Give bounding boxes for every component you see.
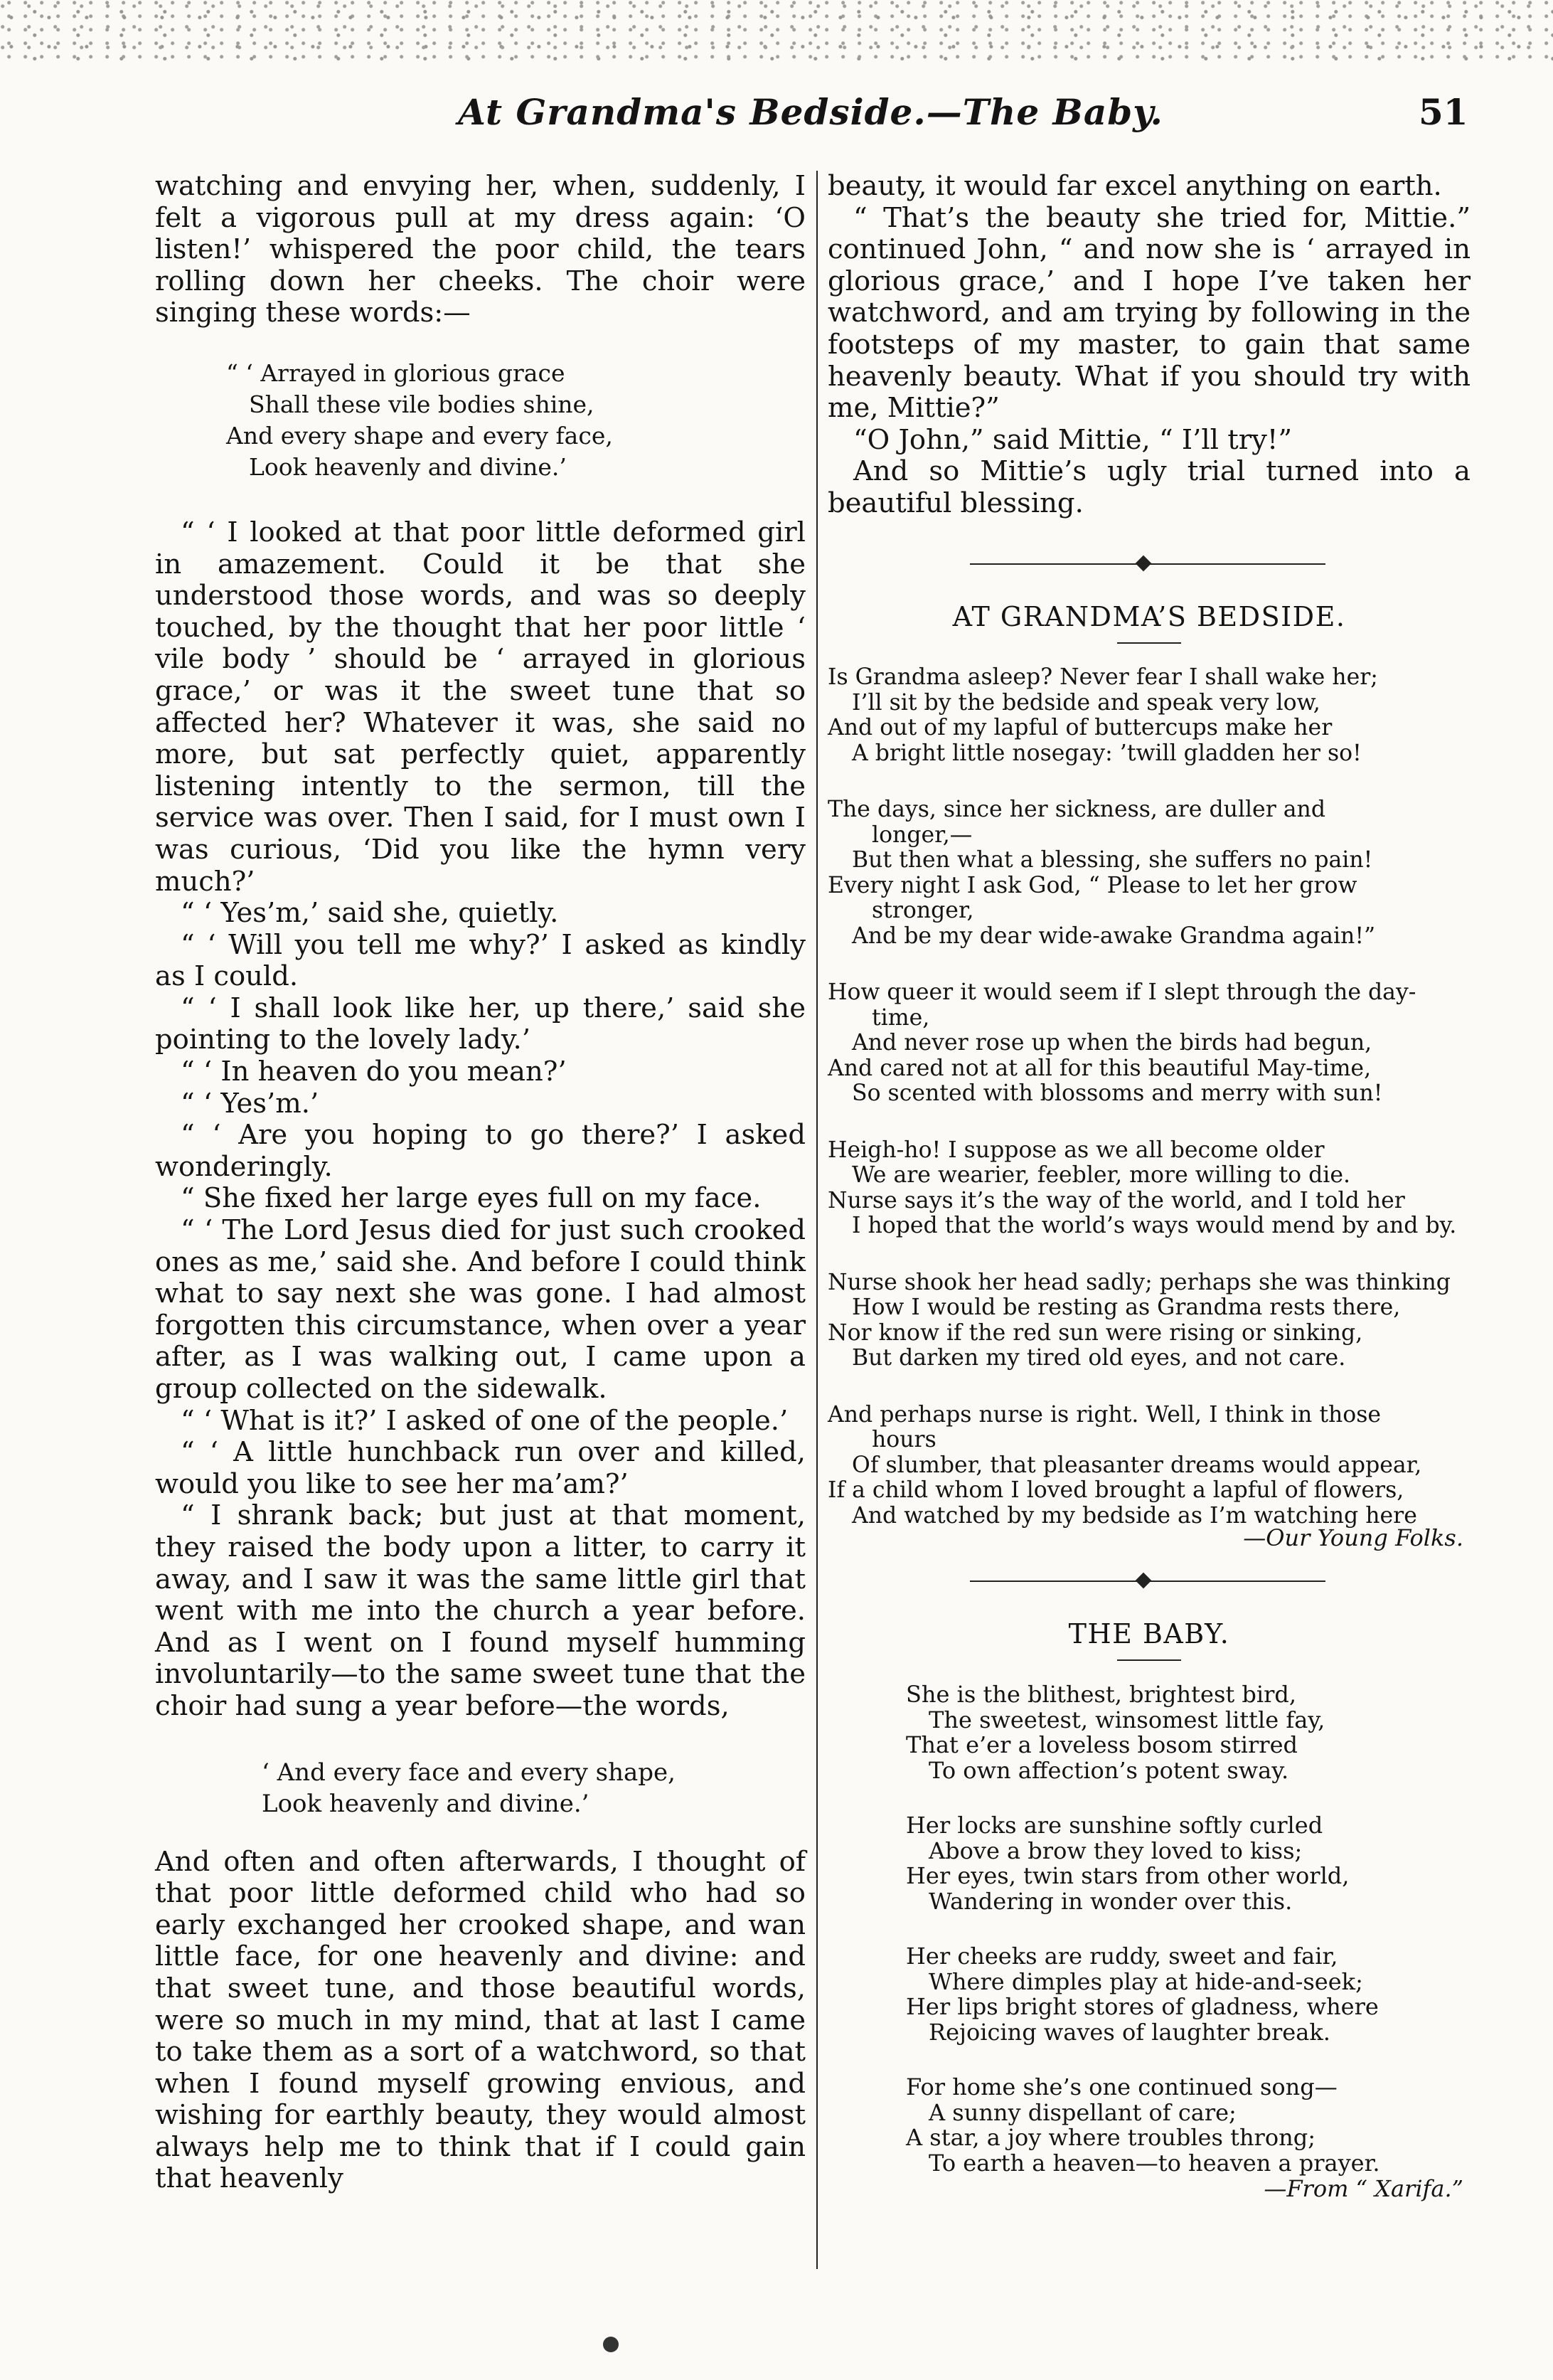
left-column: [155, 171, 806, 2273]
poem-line: Nurse says it’s the way of the world, and I told her: [828, 1187, 1405, 1213]
poem-line: Her locks are sunshine softly curled: [906, 1812, 1323, 1839]
poem-line: But darken my tired old eyes, and not care.: [852, 1345, 1346, 1371]
poem-line: How queer it would seem if I slept through the day-: [828, 979, 1416, 1006]
poem-title: THE BABY.: [1068, 1617, 1230, 1649]
hymn-verse: [262, 1757, 806, 1819]
section-ornament: [970, 556, 1325, 573]
poem-line: The sweetest, winsomest little fay,: [929, 1706, 1325, 1733]
verse-line: Shall these vile bodies shine,: [249, 390, 594, 418]
poem-line: Every night I ask God, “ Please to let her grow: [828, 872, 1357, 898]
poem-line: That e’er a loveless bosom stirred: [906, 1731, 1298, 1759]
paragraph: And so Mittie’s ugly trial turned into a beautiful blessing.: [828, 455, 1471, 519]
poem-line: How I would be resting as Grandma rests there,: [852, 1295, 1401, 1321]
stanza: [906, 1813, 1471, 1914]
stanza: [828, 1270, 1471, 1371]
stanza: [828, 1403, 1471, 1529]
poem-source: —From “ Xarifa.”: [1264, 2175, 1463, 2203]
paragraph: “ ‘ A little hunchback run over and killed, would you like to see her ma’am?’: [155, 1436, 806, 1500]
poem-line: And cared not at all for this beautiful May-time,: [828, 1055, 1372, 1081]
poem-line: And be my dear wide-awake Grandma again!”: [852, 923, 1376, 949]
poem-source: —Our Young Folks.: [1243, 1524, 1463, 1552]
poem-line: Of slumber, that pleasanter dreams would appear,: [852, 1452, 1422, 1478]
poem-line: Above a brow they loved to kiss;: [929, 1837, 1303, 1864]
poem-line: A bright little nosegay: ’twill gladden her so!: [852, 740, 1362, 766]
paragraph: “ ‘ The Lord Jesus died for just such crooked ones as me,’ said she. And before I could think what to say next she was gone. I had almost forgotten this circumstance, when over a year after, as I was walking out, I came upon a group collected on the sidewalk.: [155, 1214, 806, 1405]
poem-line: Her lips bright stores of gladness, where: [906, 1993, 1379, 2021]
verse-line: ‘ And every face and every shape,: [262, 1758, 676, 1787]
paragraph: “ ‘ In heaven do you mean?’: [181, 1056, 567, 1088]
poem-line: To earth a heaven—to heaven a prayer.: [929, 2149, 1380, 2177]
poem-line: Is Grandma asleep? Never fear I shall wake her;: [828, 664, 1378, 691]
section-ornament: [970, 1573, 1325, 1590]
paragraph: beauty, it would far excel anything on earth.: [828, 170, 1442, 202]
paragraph: “ ‘ Yes’m.’: [181, 1087, 319, 1120]
poem-title: AT GRANDMA’S BEDSIDE.: [952, 600, 1346, 632]
stanza: [906, 1682, 1471, 1783]
stanza: [828, 1138, 1471, 1239]
poem-grandma: [828, 665, 1471, 1551]
poem-line: So scented with blossoms and merry with sun!: [852, 1080, 1383, 1107]
paragraph: “ ‘ What is it?’ I asked of one of the people.’: [181, 1404, 789, 1437]
poem-line: We are wearier, feebler, more willing to die.: [852, 1162, 1350, 1189]
stanza: [906, 1944, 1471, 2045]
poem-baby: [906, 1682, 1471, 2176]
paragraph: “ ‘ Are you hoping to go there?’ I asked wonderingly.: [155, 1119, 806, 1183]
ink-smudge: [603, 2337, 619, 2352]
poem-line: stronger,: [872, 898, 974, 924]
paragraph: “ That’s the beauty she tried for, Mittie.” continued John, “ and now she is ‘ arrayed in glorious grace,’ and I hope I’ve taken her watchword, and am trying by following in the footsteps of my master, to gain that same heavenly beauty. What if you should try with me, Mittie?”: [828, 201, 1471, 425]
page-top-speckle: [0, 0, 1553, 64]
poem-line: And out of my lapful of buttercups make her: [828, 715, 1333, 741]
stanza: [906, 2075, 1471, 2176]
poem-line: longer,—: [872, 822, 973, 848]
verse-line: Look heavenly and divine.’: [262, 1789, 589, 1818]
poem-line: And never rose up when the birds had begun,: [852, 1030, 1372, 1056]
poem-line: But then what a blessing, she suffers no pain!: [852, 847, 1373, 873]
stanza: [828, 665, 1471, 766]
poem-line: Wandering in wonder over this.: [929, 1887, 1293, 1915]
poem-line: And watched by my bedside as I’m watching here: [852, 1502, 1417, 1529]
paragraph: “ She fixed her large eyes full on my face.: [181, 1182, 762, 1215]
poem-line: hours: [872, 1427, 936, 1453]
poem-line: For home she’s one continued song—: [906, 2073, 1338, 2101]
verse-line: “ ‘ Arrayed in glorious grace: [226, 358, 565, 387]
poem-line: To own affection’s potent sway.: [929, 1756, 1289, 1784]
paragraph: “ ‘ Yes’m,’ said she, quietly.: [181, 897, 559, 930]
verse-line: Look heavenly and divine.’: [249, 452, 567, 481]
poem-line: I hoped that the world’s ways would mend by and by.: [852, 1213, 1457, 1239]
poem-line: Heigh-ho! I suppose as we all become older: [828, 1137, 1325, 1163]
poem-line: Where dimples play at hide-and-seek;: [929, 1967, 1363, 1995]
paragraph: “ ‘ Will you tell me why?’ I asked as kindly as I could.: [155, 928, 806, 993]
poem-line: A sunny dispellant of care;: [929, 2098, 1237, 2126]
stanza: [828, 980, 1471, 1107]
paragraph: “ I shrank back; but just at that moment, they raised the body upon a litter, to carry it away, and I saw it was the same little girl that went with me into the church a year before. And as I went on I found myself humming involuntarily—to the same sweet tune that the choir had sung a year before—the words,: [155, 1499, 806, 1722]
poem-line: Rejoicing waves of laughter break.: [929, 2018, 1330, 2046]
title-rule: [1117, 1659, 1181, 1661]
poem-line: I’ll sit by the bedside and speak very low,: [852, 689, 1320, 716]
poem-line: Her cheeks are ruddy, sweet and fair,: [906, 1943, 1338, 1970]
poem-line: And perhaps nurse is right. Well, I think in those: [828, 1401, 1382, 1428]
poem-line: time,: [872, 1004, 930, 1031]
poem-line: If a child whom I loved brought a lapful of flowers,: [828, 1477, 1404, 1504]
hymn-verse: [226, 358, 806, 483]
poem-line: She is the blithest, brightest bird,: [906, 1681, 1297, 1709]
paragraph: watching and envying her, when, suddenly, I felt a vigorous pull at my dress again: ‘O listen!’ whispered the poor child, the tears rolling down her cheeks. The choir were singing these words:—: [155, 170, 806, 329]
paragraph: And often and often afterwards, I thought of that poor little deformed child who had so early exchanged her crooked shape, and wan little face, for one heavenly and divine: and that sweet tune, and those beautiful words, were so much in my mind, that at last I came to take them as a sort of a watchword, so that when I found myself growing envious, and wishing for earthly beauty, they would almost always help me to think that if I could gain that heavenly: [155, 1845, 806, 2195]
verse-line: And every shape and every face,: [226, 421, 613, 450]
poem-line: The days, since her sickness, are duller and: [828, 797, 1325, 823]
poem-line: Nurse shook her head sadly; perhaps she was thinking: [828, 1269, 1451, 1295]
poem-line: Nor know if the red sun were rising or sinking,: [828, 1319, 1363, 1346]
poem-line: Her eyes, twin stars from other world,: [906, 1862, 1350, 1890]
paragraph: “ ‘ I looked at that poor little deformed girl in amazement. Could it be that she understood those words, and was so deeply touched, by the thought that her poor little ‘ vile body ’ should be ‘ arrayed in glorious grace,’ or was it the sweet tune that so affected her? Whatever it was, she said no more, but sat perfectly quiet, apparently listening intently to the sermon, till the service was over. Then I said, for I must own I was curious, ‘Did you like the hymn very much?’: [155, 516, 806, 898]
paragraph: “O John,” said Mittie, “ I’ll try!”: [853, 423, 1293, 456]
column-rule: [816, 171, 818, 2269]
right-column: [828, 171, 1471, 2273]
title-rule: [1117, 642, 1181, 644]
page-number: 51: [1419, 91, 1468, 133]
poem-line: A star, a joy where troubles throng;: [906, 2124, 1315, 2152]
stanza: [828, 797, 1471, 949]
paragraph: “ ‘ I shall look like her, up there,’ said she pointing to the lovely lady.’: [155, 992, 806, 1056]
running-title: At Grandma's Bedside.—The Baby.: [458, 91, 1163, 133]
